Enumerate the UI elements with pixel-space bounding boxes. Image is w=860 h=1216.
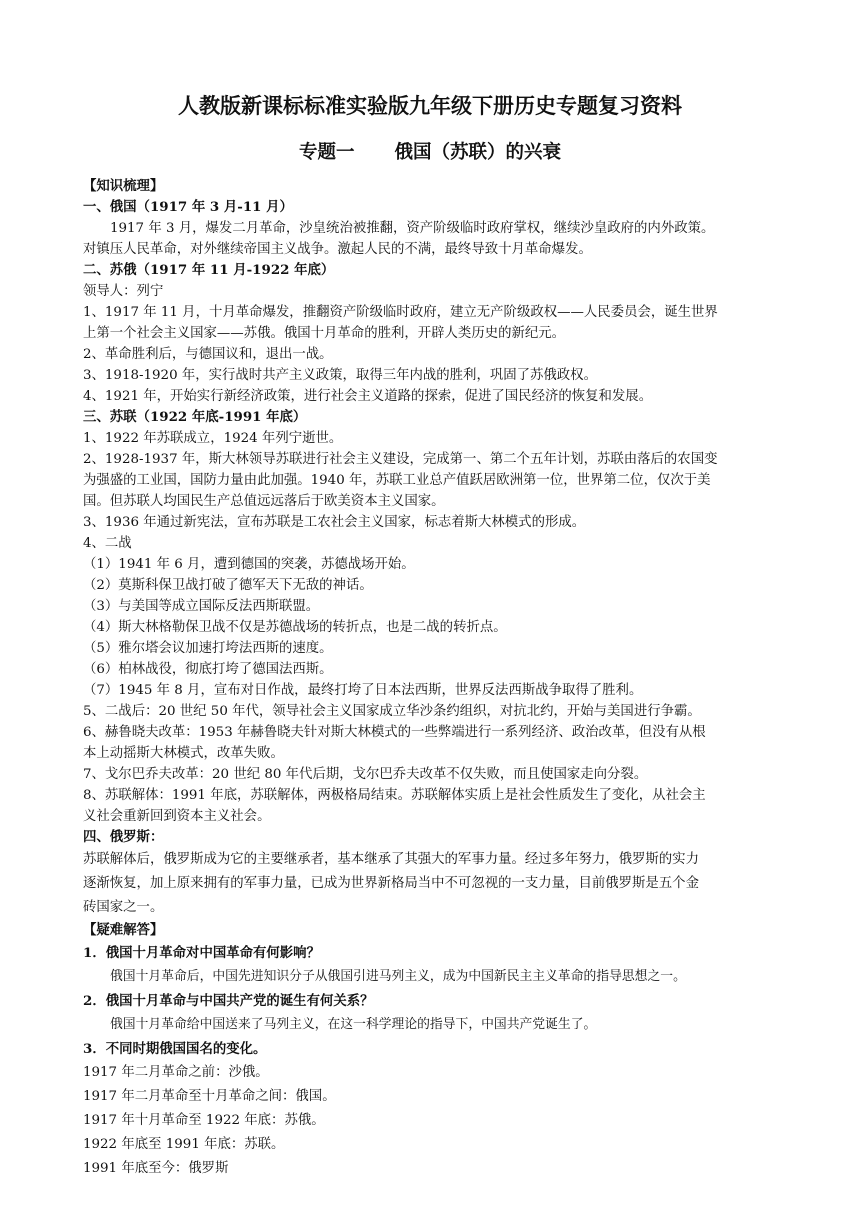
section-heading-ussr: 三、苏联（1922 年底-1991 年底） [83, 409, 307, 425]
list-item: 3、1936 年通过新宪法，宣布苏联是工农社会主义国家，标志着斯大林模式的形成。 [83, 515, 586, 530]
section-heading-review: 【知识梳理】 [83, 178, 164, 194]
name-list-item: 1917 年十月革命至 1922 年底：苏俄。 [83, 1113, 325, 1128]
list-item-cont: 为强盛的工业国，国防力量由此加强。1940 年，苏联工业总产值跃居欧洲第一位，世界第二位，仅次于美 [83, 473, 711, 488]
list-item: 1、1922 年苏联成立，1924 年列宁逝世。 [83, 431, 343, 446]
sub-item: （5）雅尔塔会议加速打垮法西斯的速度。 [83, 641, 333, 656]
question: 3．不同时期俄国国名的变化。 [83, 1041, 267, 1057]
paragraph: 苏联解体后，俄罗斯成为它的主要继承者，基本继承了其强大的军事力量。经过多年努力，俄罗斯的实力 [83, 852, 699, 867]
list-item: 7、戈尔巴乔夫改革：20 世纪 80 年代后期，戈尔巴乔夫改革不仅失败，而且使国家走向分裂。 [83, 767, 648, 782]
list-item: 2、革命胜利后，与德国议和，退出一战。 [83, 347, 333, 362]
sub-item: （3）与美国等成立国际反法西斯联盟。 [83, 599, 320, 614]
list-item: 4、1921 年，开始实行新经济政策，进行社会主义道路的探索，促进了国民经济的恢复和发展。 [83, 389, 653, 404]
list-item: 5、二战后：20 世纪 50 年代，领导社会主义国家成立华沙条约组织，对抗北约，开始与美国进行争霸。 [83, 704, 701, 719]
question: 2．俄国十月革命与中国共产党的诞生有何关系？ [83, 993, 374, 1009]
list-item: 4、二战 [83, 536, 132, 551]
sub-item: （1）1941 年 6 月，遭到德国的突袭，苏德战场开始。 [83, 557, 415, 572]
list-item-cont: 国。但苏联人均国民生产总值远远落后于欧美资本主义国家。 [83, 494, 445, 509]
list-item: 3、1918-1920 年，实行战时共产主义政策，取得三年内战的胜利，巩固了苏俄政权。 [83, 368, 597, 383]
document-subtitle [0, 138, 860, 164]
paragraph: 砖国家之一。 [83, 900, 164, 915]
paragraph: 逐渐恢复，加上原来拥有的军事力量，已成为世界新格局当中不可忽视的一支力量，目前俄罗斯是五个金 [83, 876, 699, 891]
paragraph: 1917 年 3 月，爆发二月革命，沙皇统治被推翻，资产阶级临时政府掌权，继续沙皇政府的内外政策。 [110, 221, 715, 236]
name-list-item: 1917 年二月革命至十月革命之间：俄国。 [83, 1089, 336, 1104]
subtitle-text: 俄国（苏联）的兴衰 [394, 142, 562, 163]
answer: 俄国十月革命后，中国先进知识分子从俄国引进马列主义，成为中国新民主主义革命的指导思想之一。 [110, 969, 686, 984]
list-item: 1、1917 年 11 月，十月革命爆发，推翻资产阶级临时政府，建立无产阶级政权——人民委员会，诞生世界 [83, 305, 718, 320]
name-list-item: 1991 年底至今：俄罗斯 [83, 1161, 229, 1176]
question: 1．俄国十月革命对中国革命有何影响？ [83, 945, 320, 961]
list-item: 2、1928-1937 年，斯大林领导苏联进行社会主义建设，完成第一、第二个五年计划，苏联由落后的农国变 [83, 452, 718, 467]
qa-section [83, 920, 779, 1181]
name-list-item: 1922 年底至 1991 年底：苏联。 [83, 1137, 285, 1152]
paragraph: 对镇压人民革命，对外继续帝国主义战争。激起人民的不满，最终导致十月革命爆发。 [83, 242, 592, 257]
list-item: 8、苏联解体：1991 年底，苏联解体，两极格局结束。苏联解体实质上是社会性质发生了变化，从社会主 [83, 788, 706, 803]
document-title: 人教版新课标标准实验版九年级下册历史专题复习资料 [178, 93, 682, 118]
paragraph: 领导人：列宁 [83, 284, 164, 299]
list-item-cont: 本上动摇斯大林模式，改革失败。 [83, 746, 284, 761]
sub-item: （6）柏林战役，彻底打垮了德国法西斯。 [83, 662, 333, 677]
list-item-cont: 义社会重新回到资本主义社会。 [83, 809, 271, 824]
section-heading-russian-federation: 四、俄罗斯： [83, 829, 164, 845]
sub-item: （2）莫斯科保卫战打破了德军天下无敌的神话。 [83, 578, 373, 593]
document-body [83, 176, 779, 1181]
list-item-cont: 上第一个社会主义国家——苏俄。俄国十月革命的胜利，开辟人类历史的新纪元。 [83, 326, 566, 341]
name-list-item: 1917 年二月革命之前：沙俄。 [83, 1065, 269, 1080]
sub-item: （7）1945 年 8 月，宣布对日作战，最终打垮了日本法西斯，世界反法西斯战争取得了胜利。 [83, 683, 643, 698]
answer: 俄国十月革命给中国送来了马列主义，在这一科学理论的指导下，中国共产党诞生了。 [110, 1017, 597, 1032]
section-heading-russia: 一、俄国（1917 年 3 月-11 月） [83, 199, 293, 215]
subtitle-label: 专题一 [298, 142, 355, 163]
section-heading-qa: 【疑难解答】 [83, 922, 164, 938]
section-heading-soviet-russia: 二、苏俄（1917 年 11 月-1922 年底） [83, 262, 335, 278]
list-item: 6、赫鲁晓夫改革：1953 年赫鲁晓夫针对斯大林模式的一些弊端进行一系列经济、政治改革，但没有从根 [83, 725, 706, 740]
sub-item: （4）斯大林格勒保卫战不仅是苏德战场的转折点，也是二战的转折点。 [83, 620, 507, 635]
